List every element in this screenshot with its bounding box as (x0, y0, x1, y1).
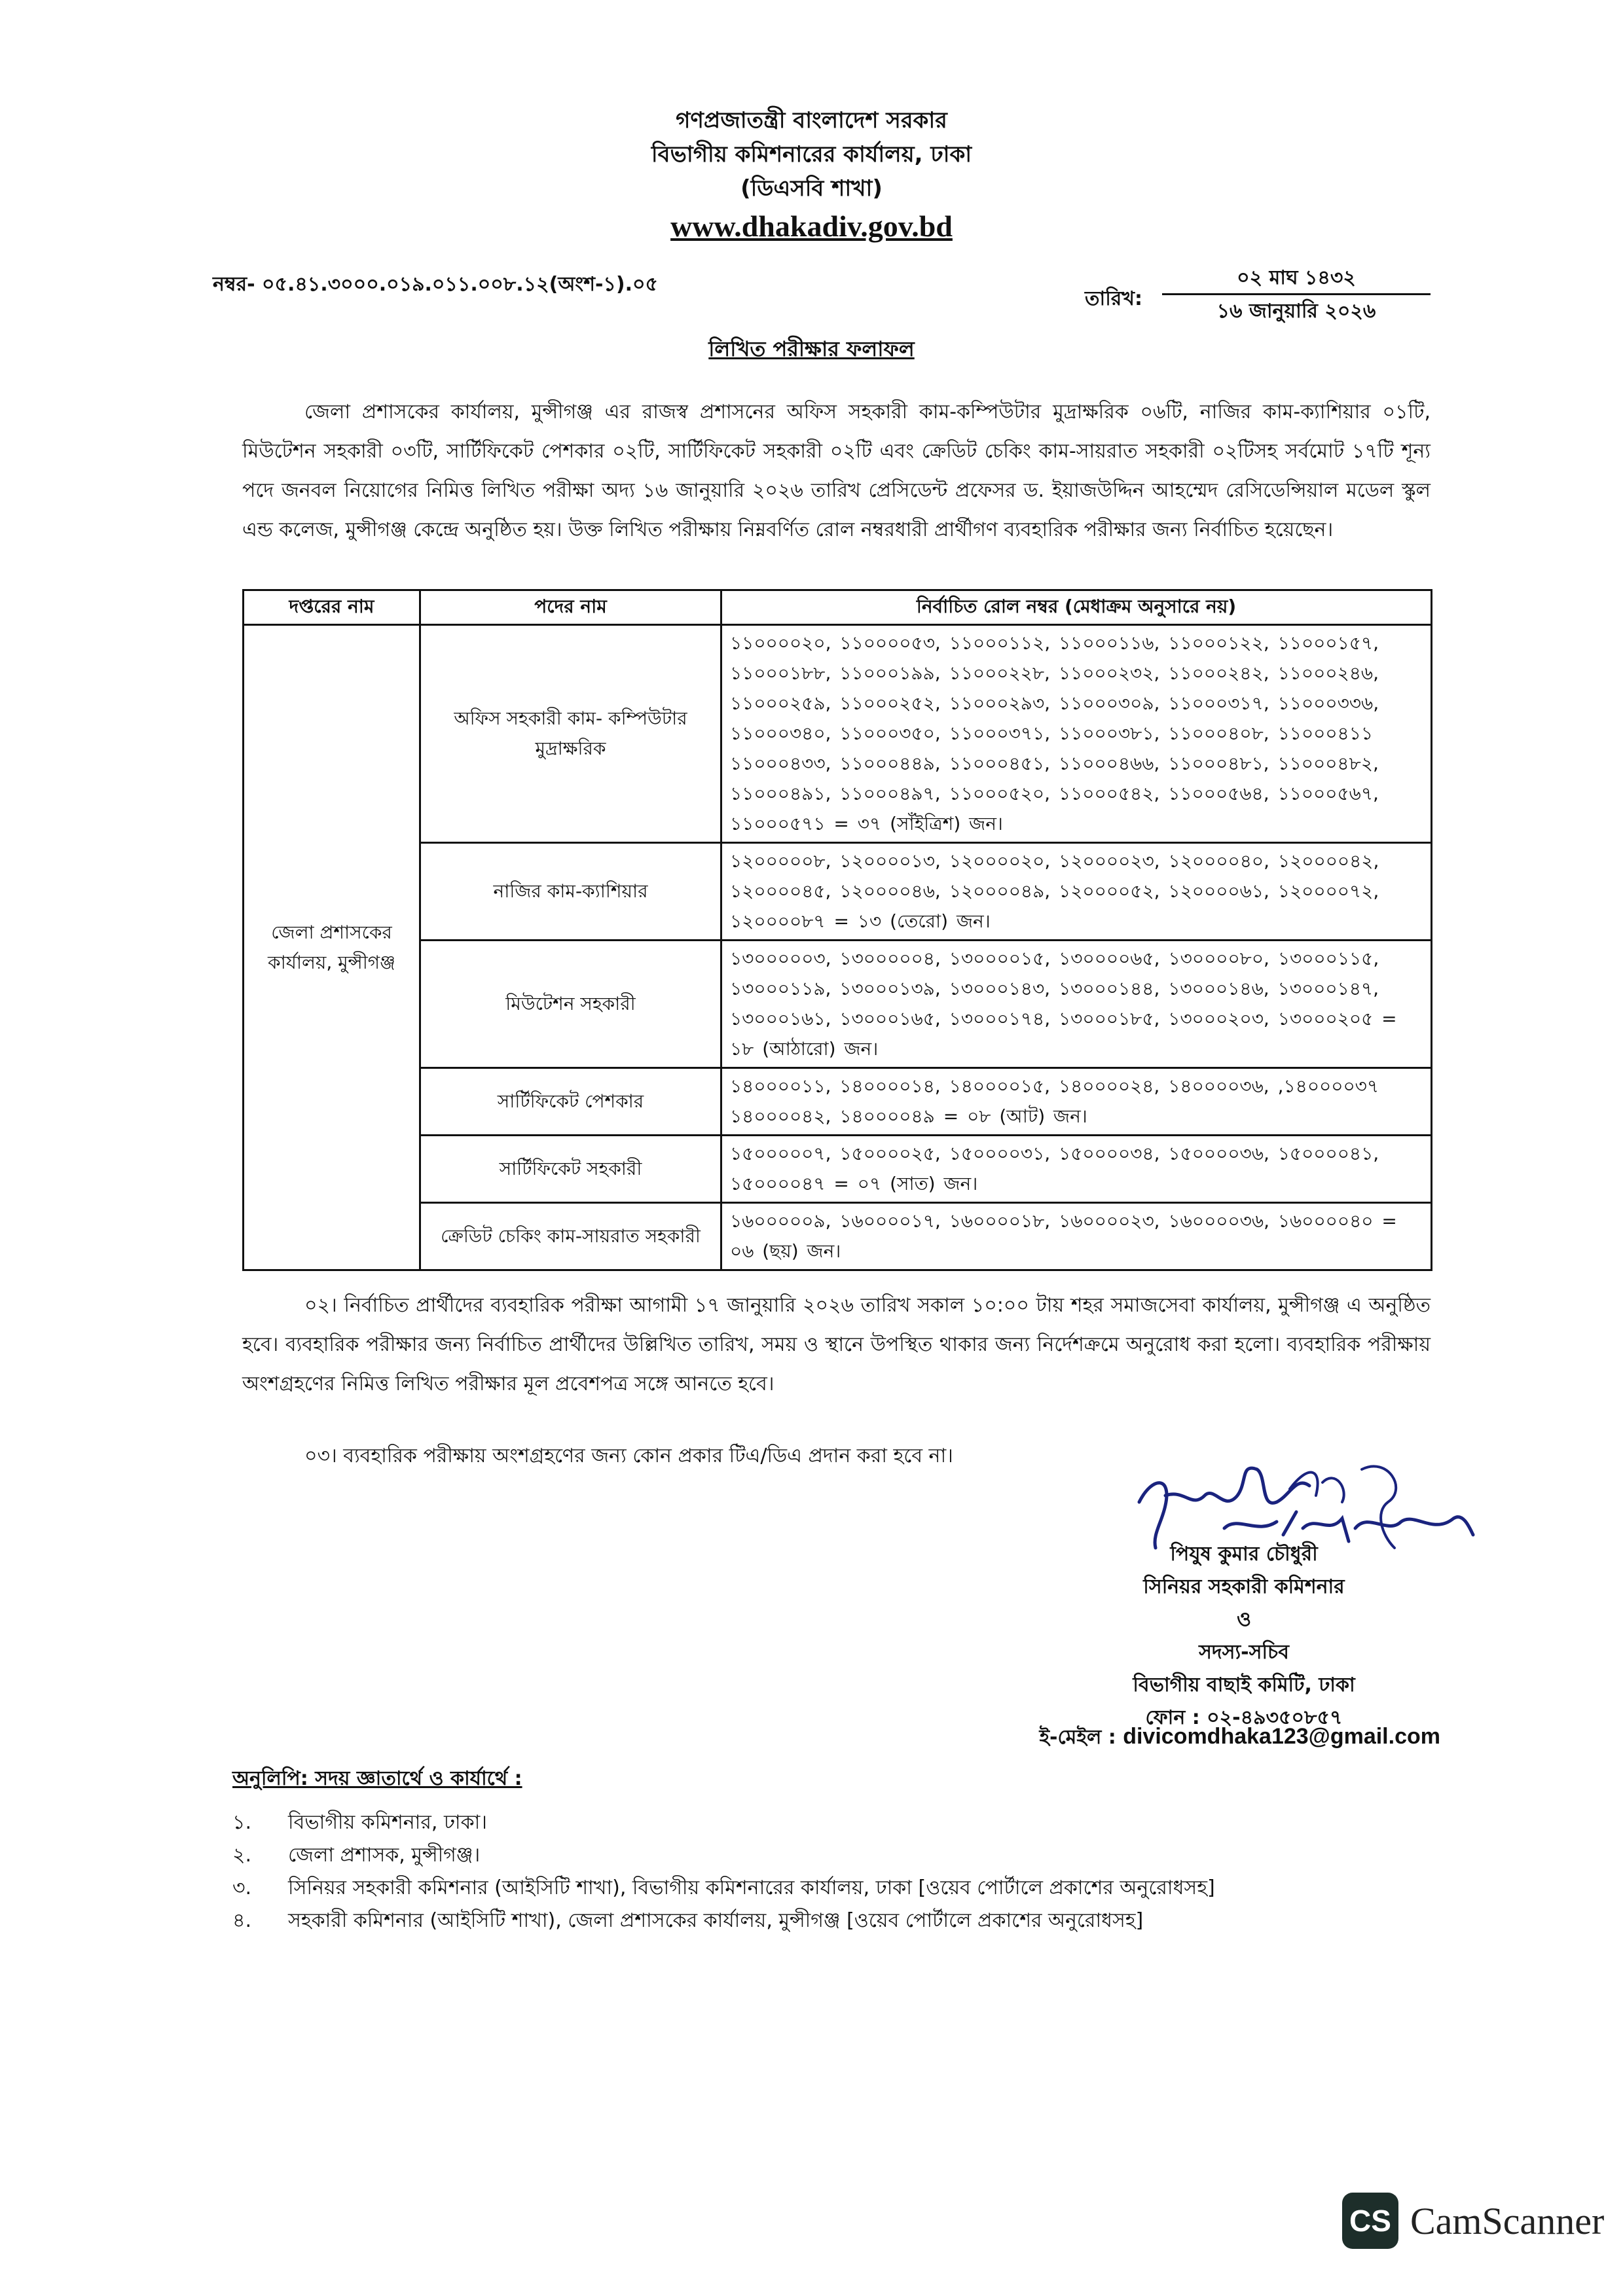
website-url: www.dhakadiv.gov.bd (670, 209, 953, 243)
government-title: গণপ্রজাতন্ত্রী বাংলাদেশ সরকার (676, 107, 947, 134)
subject-heading (0, 332, 1623, 368)
roll-numbers-cell: ১৫০০০০০৭, ১৫০০০০২৫, ১৫০০০০৩১, ১৫০০০০৩৪, ১৫০০০০৩৬, ১৫০০০০৪১, ১৫০০০০৪৭ = ০৭ (সাত) জন। (721, 1136, 1432, 1203)
list-item-number: ৩. (232, 1876, 252, 1899)
signatory-conjunction: ও (1236, 1608, 1252, 1631)
memo-number: নম্বর- ০৫.৪১.৩০০০.০১৯.০১১.০০৮.১২(অংশ-১).০৫ (213, 273, 658, 296)
header-post: পদের নাম (420, 590, 721, 625)
table-header-row (244, 590, 1432, 625)
branch-title: (ডিএসবি শাখা) (740, 175, 883, 202)
roll-numbers-cell: ১৬০০০০০৯, ১৬০০০০১৭, ১৬০০০০১৮, ১৬০০০০২৩, ১৬০০০০৩৬, ১৬০০০০৪০ = ০৬ (ছয়) জন। (721, 1203, 1432, 1270)
list-item (232, 1806, 1476, 1839)
cc-heading (232, 1763, 522, 1796)
post-name-cell: সার্টিফিকেট সহকারী (420, 1136, 721, 1203)
table-row (244, 625, 1432, 843)
list-item-number: ৪. (232, 1909, 252, 1932)
results-table (242, 589, 1432, 1271)
header-rolls: নির্বাচিত রোল নম্বর (মেধাক্রম অনুসারে নয়) (721, 590, 1432, 625)
list-item (232, 1872, 1476, 1905)
camscanner-logo-icon: CS (1342, 2193, 1398, 2249)
date-label: তারিখ: (1085, 287, 1142, 310)
date-bengali: ০২ মাঘ ১৪৩২ (1162, 263, 1431, 295)
signatory-block (1041, 1538, 1447, 1734)
list-item-text: বিভাগীয় কমিশনার, ঢাকা। (288, 1811, 488, 1834)
list-item (232, 1839, 1476, 1872)
cc-heading-text: অনুলিপি: সদয় জ্ঞাতার্থে ও কার্যার্থে : (232, 1767, 522, 1790)
roll-numbers-cell: ১১০০০০২০, ১১০০০০৫৩, ১১০০০১১২, ১১০০০১১৬, ১১০০০১২২, ১১০০০১৫৭, ১১০০০১৮৮, ১১০০০১৯৯, ১১০০০২২৮, ১১০০০২৩২, ১১০০০২৪২, ১১০০০২৪৬, ১১০০০২৫৯, ১১০০০২৫২, ১১০০০২৯৩, ১১০০০৩০৯, ১১০০০৩১৭, ১১০০০৩৩৬, ১১০০০৩৪০, ১১০০০৩৫০, ১১০০০৩৭১, ১১০০০৩৮১, ১১০০০৪০৮, ১১০০০৪১১ ১১০০০৪৩৩, ১১০০০৪৪৯, ১১০০০৪৫১, ১১০০০৪৬৬, ১১০০০৪৮১, ১১০০০৪৮২, ১১০০০৪৯১, ১১০০০৪৯৭, ১১০০০৫২০, ১১০০০৫৪২, ১১০০০৫৬৪, ১১০০০৫৬৭, ১১০০০৫৭১ = ৩৭ (সাঁইত্রিশ) জন। (721, 625, 1432, 843)
list-item-number: ২. (232, 1844, 252, 1867)
letterhead (0, 103, 1623, 247)
table-row (244, 941, 1432, 1068)
signatory-email-line (1021, 1721, 1440, 1755)
header-office: দপ্তরের নাম (244, 590, 420, 625)
post-name-cell: মিউটেশন সহকারী (420, 941, 721, 1068)
signatory-designation: সিনিয়র সহকারী কমিশনার (1143, 1575, 1345, 1598)
signatory-name: পিযুষ কুমার চৌধুরী (1170, 1543, 1318, 1566)
list-item (232, 1905, 1476, 1937)
exam-schedule-paragraph: ০২। নির্বাচিত প্রার্থীদের ব্যবহারিক পরীক্ষা আগামী ১৭ জানুয়ারি ২০২৬ তারিখ সকাল ১০:০০ টায় শহর সমাজসেবা কার্যালয়, মুন্সীগঞ্জ এ অনুষ্ঠিত হবে। ব্যবহারিক পরীক্ষার জন্য নির্বাচিত প্রার্থীদের উল্লিখিত তারিখ, সময় ও স্থানে উপস্থিত থাকার জন্য নির্দেশক্রমে অনুরোধ করা হলো। ব্যবহারিক পরীক্ষায় অংশগ্রহণের নিমিত্ত লিখিত পরীক্ষার মূল প্রবেশপত্র সঙ্গে আনতে হবে। (242, 1294, 1431, 1395)
roll-numbers-cell: ১২০০০০০৮, ১২০০০০১৩, ১২০০০০২০, ১২০০০০২৩, ১২০০০০৪০, ১২০০০০৪২, ১২০০০০৪৫, ১২০০০০৪৬, ১২০০০০৪৯, ১২০০০০৫২, ১২০০০০৬১, ১২০০০০৭২, ১২০০০০৮৭ = ১৩ (তেরো) জন। (721, 843, 1432, 941)
camscanner-watermark (1342, 2191, 1604, 2250)
camscanner-name: CamScanner (1410, 2199, 1605, 2242)
list-item-text: সিনিয়র সহকারী কমিশনার (আইসিটি শাখা), বিভাগীয় কমিশনারের কার্যালয়, ঢাকা [ওয়েব পোর্টালে প্রকাশের অনুরোধসহ] (288, 1876, 1215, 1899)
table-row (244, 1068, 1432, 1136)
office-title: বিভাগীয় কমিশনারের কার্যালয়, ঢাকা (651, 141, 972, 168)
intro-paragraph: জেলা প্রশাসকের কার্যালয়, মুন্সীগঞ্জ এর রাজস্ব প্রশাসনের অফিস সহকারী কাম-কম্পিউটার মুদ্রাক্ষরিক ০৬টি, নাজির কাম-ক্যাশিয়ার ০১টি, মিউটেশন সহকারী ০৩টি, সার্টিফিকেট পেশকার ০২টি, সার্টিফিকেট সহকারী ০২টি এবং ক্রেডিট চেকিং কাম-সায়রাত সহকারী ০২টিসহ সর্বমোট ১৭টি শূন্য পদে জনবল নিয়োগের নিমিত্ত লিখিত পরীক্ষা অদ্য ১৬ জানুয়ারি ২০২৬ তারিখ প্রেসিডেন্ট প্রফেসর ড. ইয়াজউদ্দিন আহম্মেদ রেসিডেন্সিয়াল মডেল স্কুল এন্ড কলেজ, মুন্সীগঞ্জ কেন্দ্রে অনুষ্ঠিত হয়। উক্ত লিখিত পরীক্ষায় নিম্নবর্ণিত রোল নম্বরধারী প্রার্থীগণ ব্যবহারিক পরীক্ষার জন্য নির্বাচিত হয়েছেন। (242, 401, 1431, 541)
date-block (1162, 263, 1431, 328)
table-row (244, 1203, 1432, 1270)
roll-numbers-cell: ১৪০০০০১১, ১৪০০০০১৪, ১৪০০০০১৫, ১৪০০০০২৪, ১৪০০০০৩৬, ,১৪০০০০৩৭ ১৪০০০০৪২, ১৪০০০০৪৯ = ০৮ (আট) জন। (721, 1068, 1432, 1136)
subject-text: লিখিত পরীক্ষার ফলাফল (708, 336, 915, 361)
signatory-phone: ফোন : ০২-৪৯৩৫০৮৫৭ (1145, 1706, 1343, 1729)
post-name-cell: ক্রেডিট চেকিং কাম-সায়রাত সহকারী (420, 1203, 721, 1270)
post-name-cell: নাজির কাম-ক্যাশিয়ার (420, 843, 721, 941)
post-name-cell: সার্টিফিকেট পেশকার (420, 1068, 721, 1136)
ta-da-paragraph: ০৩। ব্যবহারিক পরীক্ষায় অংশগ্রহণের জন্য কোন প্রকার টিএ/ডিএ প্রদান করা হবে না। (304, 1444, 953, 1467)
email-label: ই-মেইল : (1039, 1726, 1116, 1749)
list-item-text: সহকারী কমিশনার (আইসিটি শাখা), জেলা প্রশাসকের কার্যালয়, মুন্সীগঞ্জ [ওয়েব পোর্টালে প্রকাশের অনুরোধসহ] (288, 1909, 1144, 1932)
roll-numbers-cell: ১৩০০০০০৩, ১৩০০০০০৪, ১৩০০০০১৫, ১৩০০০০৬৫, ১৩০০০০৮০, ১৩০০০১১৫, ১৩০০০১১৯, ১৩০০০১৩৯, ১৩০০০১৪৩, ১৩০০০১৪৪, ১৩০০০১৪৬, ১৩০০০১৪৭, ১৩০০০১৬১, ১৩০০০১৬৫, ১৩০০০১৭৪, ১৩০০০১৮৫, ১৩০০০২০৩, ১৩০০০২০৫ = ১৮ (আঠারো) জন। (721, 941, 1432, 1068)
list-item-number: ১. (232, 1811, 252, 1834)
office-name-cell: জেলা প্রশাসকের কার্যালয়, মুন্সীগঞ্জ (244, 625, 420, 1270)
list-item-text: জেলা প্রশাসক, মুন্সীগঞ্জ। (288, 1844, 481, 1867)
signatory-role: সদস্য-সচিব (1199, 1641, 1289, 1664)
date-gregorian: ১৬ জানুয়ারি ২০২৬ (1216, 300, 1376, 323)
signatory-committee: বিভাগীয় বাছাই কমিটি, ঢাকা (1133, 1674, 1355, 1696)
cc-list (232, 1806, 1476, 1937)
email-address: divicomdhaka123@gmail.com (1123, 1724, 1440, 1749)
table-row (244, 843, 1432, 941)
post-name-cell: অফিস সহকারী কাম- কম্পিউটার মুদ্রাক্ষরিক (420, 625, 721, 843)
table-row (244, 1136, 1432, 1203)
